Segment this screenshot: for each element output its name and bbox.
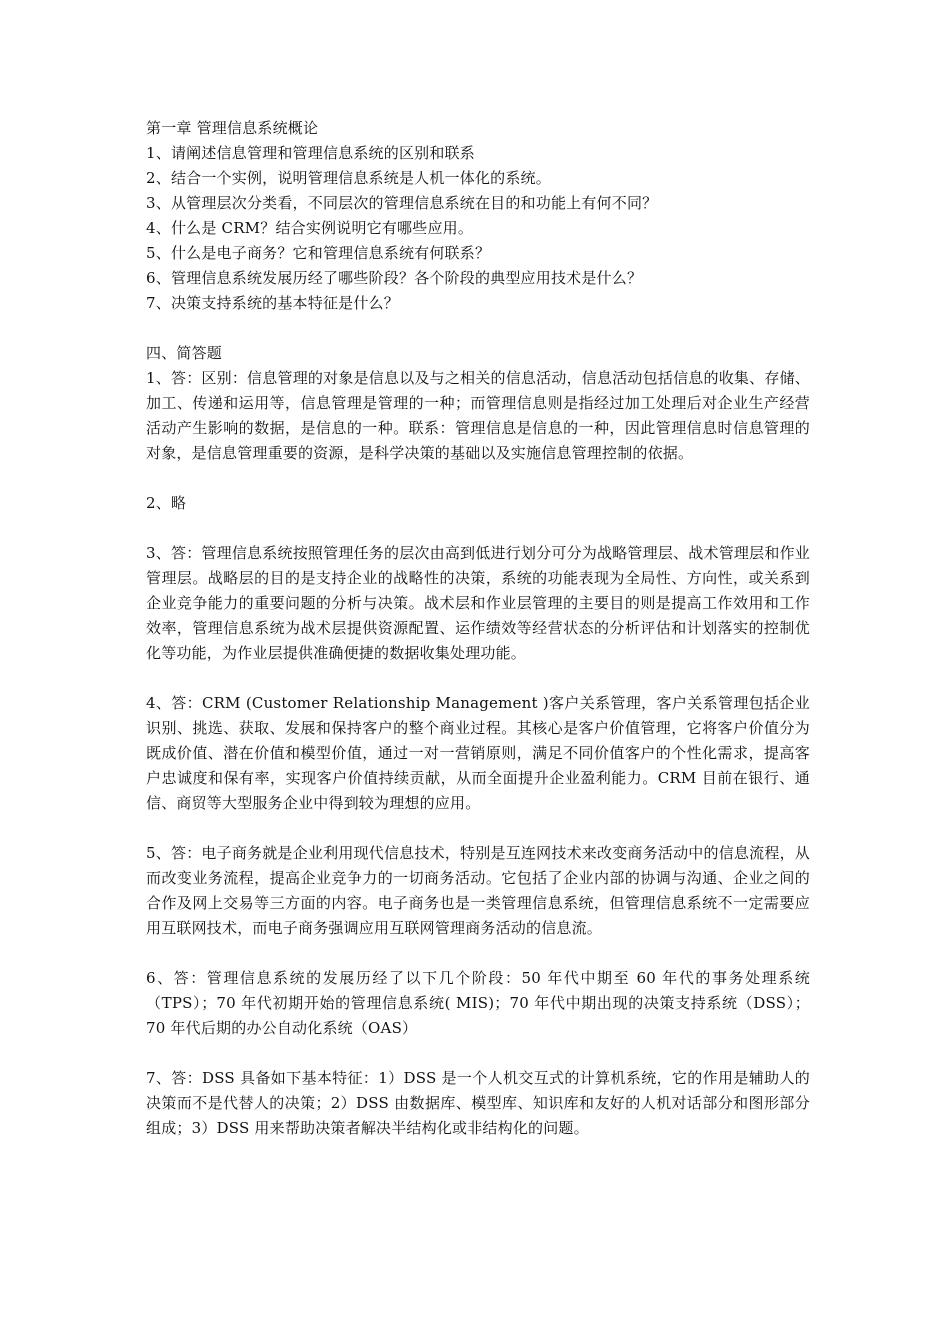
question-3: 3、从管理层次分类看，不同层次的管理信息系统在目的和功能上有何不同？ xyxy=(146,194,658,212)
answer-3: 3、答：管理信息系统按照管理任务的层次由高到低进行划分可分为战略管理层、战术管理层和作业管理层。战略层的目的是支持企业的战略性的决策，系统的功能表现为全局性、方向性，或关系到企业竞争能力的重要问题的分析与决策。战术层和作业层管理的主要目的则是提高工作效用和工作效率，管理信息系统为战术层提供资源配置、运作绩效等经营状态的分析评估和计划落实的控制优化等功能，为作业层提供准确便捷的数据收集处理功能。 xyxy=(146,544,810,662)
answer-7: 7、答：DSS 具备如下基本特征：1）DSS 是一个人机交互式的计算机系统，它的作用是辅助人的决策而不是代替人的决策；2）DSS 由数据库、模型库、知识库和友好的人机对话部分和图形部分组成；3）DSS 用来帮助决策者解决半结构化或非结构化的问题。 xyxy=(146,1069,810,1137)
answer-5: 5、答：电子商务就是企业利用现代信息技术，特别是互连网技术来改变商务活动中的信息流程，从而改变业务流程，提高企业竞争力的一切商务活动。它包括了企业内部的协调与沟通、企业之间的合作及网上交易等三方面的内容。电子商务也是一类管理信息系统，但管理信息系统不一定需要应用互联网技术，而电子商务强调应用互联网管理商务活动的信息流。 xyxy=(146,844,810,937)
spacer xyxy=(146,1041,810,1066)
spacer xyxy=(146,941,810,966)
spacer xyxy=(146,666,810,691)
answer-2: 2、略 xyxy=(146,494,187,512)
answer-6: 6、答：管理信息系统的发展历经了以下几个阶段：50 年代中期至 60 年代的事务处理系统（TPS）；70 年代初期开始的管理信息系统( MIS)；70 年代中期出现的决策支持系统（DSS）；70 年代后期的办公自动化系统（OAS） xyxy=(146,969,810,1037)
spacer xyxy=(146,816,810,841)
answer-4: 4、答：CRM (Customer Relationship Management )客户关系管理，客户关系管理包括企业识别、挑选、获取、发展和保持客户的整个商业过程。其核心是客户价值管理，它将客户价值分为既成价值、潜在价值和模型价值，通过一对一营销原则，满足不同价值客户的个性化需求，提高客户忠诚度和保有率，实现客户价值持续贡献，从而全面提升企业盈利能力。CRM 目前在银行、通信、商贸等大型服务企业中得到较为理想的应用。 xyxy=(146,694,810,812)
spacer xyxy=(146,516,810,541)
question-1: 1、请阐述信息管理和管理信息系统的区别和联系 xyxy=(146,144,475,162)
question-2: 2、结合一个实例，说明管理信息系统是人机一体化的系统。 xyxy=(146,169,551,187)
question-6: 6、管理信息系统发展历经了哪些阶段？各个阶段的典型应用技术是什么？ xyxy=(146,269,643,287)
chapter-title: 第一章 管理信息系统概论 xyxy=(146,119,319,137)
answer-1: 1、答：区别：信息管理的对象是信息以及与之相关的信息活动，信息活动包括信息的收集、存储、加工、传递和运用等，信息管理是管理的一种；而管理信息则是指经过加工处理后对企业生产经营活动产生影响的数据，是信息的一种。联系：管理信息是信息的一种，因此管理信息时信息管理的对象，是信息管理重要的资源，是科学决策的基础以及实施信息管理控制的依据。 xyxy=(146,369,810,462)
answers-heading: 四、简答题 xyxy=(146,344,223,362)
question-5: 5、什么是电子商务？它和管理信息系统有何联系？ xyxy=(146,244,491,262)
question-4: 4、什么是 CRM？结合实例说明它有哪些应用。 xyxy=(146,219,474,237)
document-page xyxy=(146,116,810,1141)
spacer xyxy=(146,466,810,491)
spacer xyxy=(146,316,810,341)
question-7: 7、决策支持系统的基本特征是什么？ xyxy=(146,294,399,312)
